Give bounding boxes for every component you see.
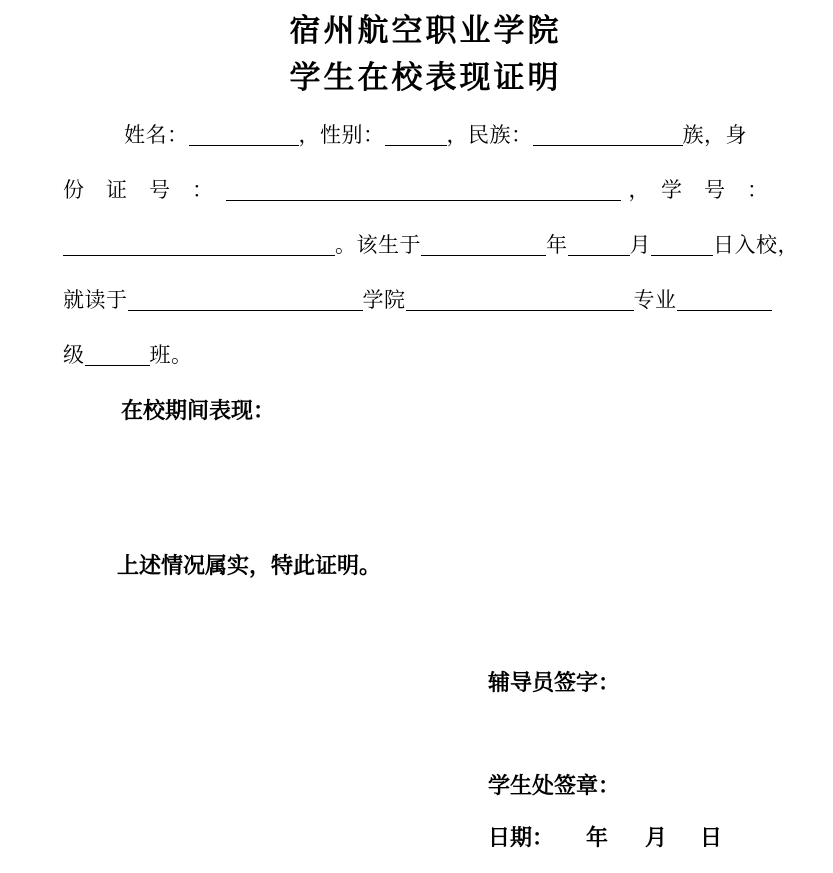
- form-text: 日: [700, 825, 723, 850]
- form-text: 学院: [362, 288, 406, 312]
- date-line: [488, 812, 788, 864]
- performance-label: 在校期间表现：: [121, 398, 276, 423]
- blank-field: [568, 235, 630, 256]
- blank-field: [421, 235, 546, 256]
- form-text: 月: [645, 825, 668, 850]
- spacer: [214, 181, 226, 201]
- blank-field: [385, 125, 447, 146]
- student-affairs-seal-label: 学生处签章：: [488, 773, 621, 798]
- form-text: 年: [546, 233, 568, 257]
- form-line-name-gender-ethnicity: [63, 108, 788, 163]
- form-text: 专业: [633, 288, 677, 312]
- spacer: [554, 829, 586, 849]
- blank-field: [63, 235, 335, 256]
- form-line-enrollment-date: [63, 218, 799, 273]
- form-text: 份 证 号 ：: [63, 178, 214, 202]
- form-text: ， 学 号 ：: [628, 178, 769, 202]
- form-text: ，性别：: [298, 123, 385, 147]
- blank-field: [85, 345, 150, 366]
- form-text: 月: [629, 233, 651, 257]
- blank-field: [533, 125, 683, 146]
- form-text: 日期：: [488, 825, 555, 850]
- spacer: [667, 829, 700, 849]
- form-line-college-major: [63, 273, 788, 328]
- counselor-signature-label: 辅导员签字：: [488, 670, 621, 695]
- form-text: 族，身: [682, 123, 747, 147]
- form-line-grade-class: [63, 328, 788, 383]
- confirmation-text: 上述情况属实，特此证明。: [117, 553, 382, 578]
- doc-subtitle: 学生在校表现证明: [289, 60, 562, 95]
- blank-field: [651, 235, 713, 256]
- blank-field: [406, 290, 634, 311]
- spacer: [608, 829, 645, 849]
- doc-title: 宿州航空职业学院: [289, 13, 562, 48]
- form-text: 。该生于: [335, 233, 421, 257]
- form-text: 年: [586, 825, 609, 850]
- form-text: 日入校，: [713, 233, 799, 257]
- form-text: ，民族：: [446, 123, 533, 147]
- blank-field: [677, 290, 772, 311]
- form-line-id-number-student-number: [63, 163, 788, 218]
- form-body: [63, 108, 799, 383]
- blank-field: [189, 125, 299, 146]
- spacer: [621, 181, 629, 201]
- form-text: 就读于: [63, 288, 128, 312]
- form-text: 班。: [149, 343, 193, 367]
- blank-field: [128, 290, 363, 311]
- form-text: 级: [63, 343, 85, 367]
- blank-field: [226, 180, 621, 201]
- form-text: 姓名：: [124, 123, 189, 147]
